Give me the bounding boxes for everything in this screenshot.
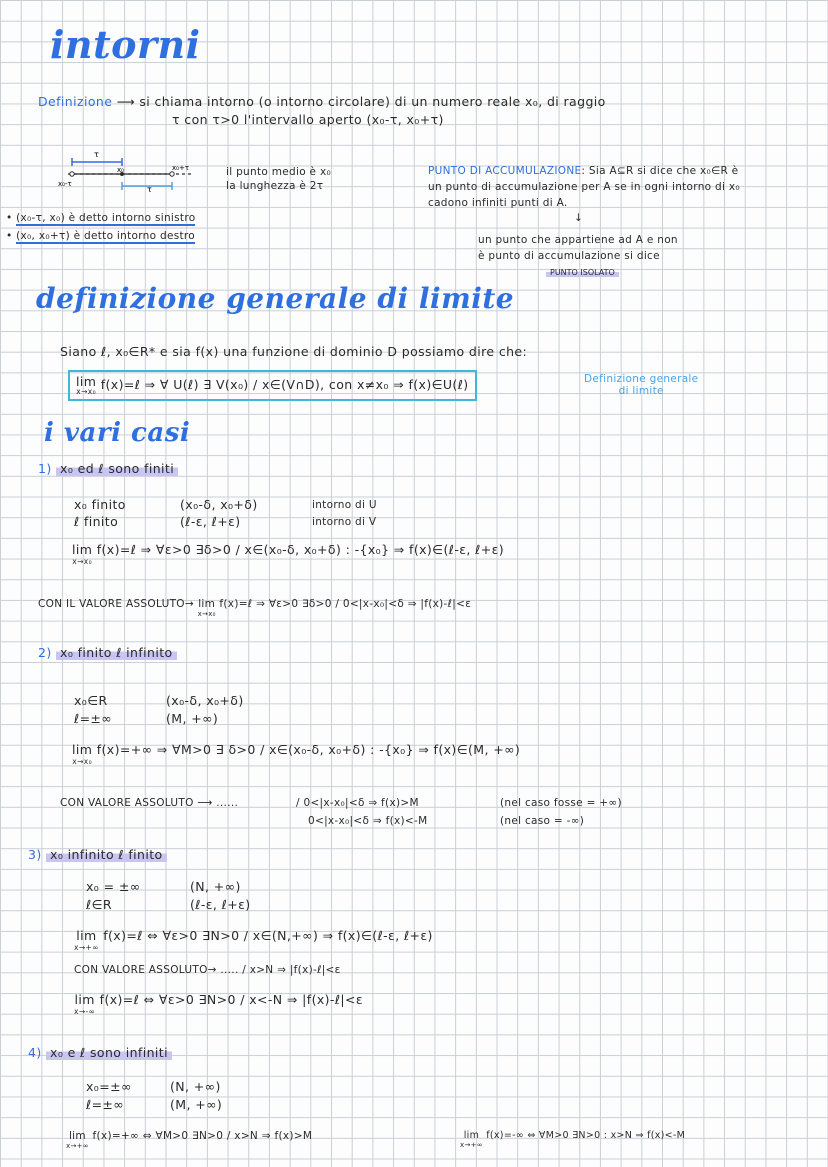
case2-r2a: ℓ=±∞	[74, 711, 113, 726]
intorno-diagram	[44, 148, 214, 192]
case1-limit: lim x→x₀ f(x)=ℓ ⇒ ∀ε>0 ∃δ>0 / x∈(x₀-δ, x₀+δ) : -{x₀} ⇒ f(x)∈(ℓ-ε, ℓ+ε)	[72, 542, 505, 566]
case2-r2b: (M, +∞)	[166, 711, 219, 726]
case1-abs: CON IL VALORE ASSOLUTO→ lim x→x₀ f(x)=ℓ ⇒ ∀ε>0 ∃δ>0 / 0<|x-x₀|<δ ⇒ |f(x)-ℓ|<ε	[38, 598, 472, 618]
case4-r2b: (M, +∞)	[170, 1097, 223, 1112]
case1-r1a: x₀ finito	[74, 497, 126, 512]
accumulazione-label: PUNTO DI ACCUMULAZIONE	[428, 165, 582, 177]
isolato-line1: un punto che appartiene ad A e non	[478, 234, 678, 246]
down-arrow-icon: ↓	[574, 212, 584, 224]
x0-plus-tau-label: x₀+τ	[172, 164, 190, 172]
case3-abs: CON VALORE ASSOLUTO→ ..... / x>N ⇒ |f(x)-ℓ|<ε	[74, 964, 341, 976]
case3-limit2: lim x→-∞ f(x)=ℓ ⇔ ∀ε>0 ∃N>0 / x<-N ⇒ |f(x)-ℓ|<ε	[74, 992, 364, 1016]
case1-r2b: (ℓ-ε, ℓ+ε)	[180, 514, 241, 529]
case4-limit2: lim x→+∞ f(x)=-∞ ⇔ ∀M>0 ∃N>0 : x>N ⇒ f(x)<-M	[460, 1130, 686, 1149]
isolato-label: PUNTO ISOLATO	[546, 268, 619, 277]
definition-box	[68, 370, 477, 401]
definition-line1: si chiama intorno (o intorno circolare) di un numero reale x₀, di raggio	[139, 94, 606, 109]
case2-heading: 2) x₀ finito ℓ infinito	[38, 645, 177, 660]
case3-heading: 3) x₀ infinito ℓ finito	[28, 847, 167, 862]
case2-abs1-note: (nel caso fosse = +∞)	[500, 797, 622, 809]
definition-note: Definizione generale di limite	[584, 373, 699, 397]
arrow-icon: ⟶	[116, 94, 135, 109]
tau-top-label: τ	[94, 150, 99, 159]
case3-r1b: (N, +∞)	[190, 879, 241, 894]
x0-minus-tau-label: x₀-τ	[58, 180, 72, 188]
definition-row	[38, 94, 606, 109]
case3-r2b: (ℓ-ε, ℓ+ε)	[190, 897, 251, 912]
case1-r2c: intorno di V	[312, 516, 377, 528]
definition-label: Definizione	[38, 94, 113, 109]
case1-r1b: (x₀-δ, x₀+δ)	[180, 497, 258, 512]
section-title: definizione generale di limite	[36, 282, 515, 315]
left-endpoint	[70, 172, 74, 176]
case4-r2a: ℓ=±∞	[86, 1097, 125, 1112]
right-endpoint	[170, 172, 174, 176]
case4-r1a: x₀=±∞	[86, 1079, 132, 1094]
case1-r1c: intorno di U	[312, 499, 377, 511]
case4-limit: lim x→+∞ f(x)=+∞ ⇔ ∀M>0 ∃N>0 / x>N ⇒ f(x)>M	[66, 1130, 313, 1150]
page-title: intorni	[50, 22, 201, 67]
isolato-line2: è punto di accumulazione si dice	[478, 250, 660, 262]
vari-casi-title: i vari casi	[44, 418, 191, 448]
length-note: la lunghezza è 2τ	[226, 180, 324, 192]
siano-text: Siano ℓ, x₀∈R* e sia f(x) una funzione di dominio D possiamo dire che:	[60, 344, 528, 359]
case2-limit: lim x→x₀ f(x)=+∞ ⇒ ∀M>0 ∃ δ>0 / x∈(x₀-δ, x₀+δ) : -{x₀} ⇒ f(x)∈(M, +∞)	[72, 742, 521, 766]
case3-r1a: x₀ = ±∞	[86, 879, 141, 894]
left-intorno-note: • (x₀-τ, x₀) è detto intorno sinistro	[6, 212, 196, 224]
accumulazione-line2: un punto di accumulazione per A se in ogni intorno di x₀	[428, 181, 740, 193]
x0-label: x₀	[117, 166, 124, 174]
accumulazione-line1: PUNTO DI ACCUMULAZIONE: Sia A⊆R si dice che x₀∈R è	[428, 165, 739, 177]
lim-block: lim x→x₀	[76, 374, 97, 396]
right-intorno-note: • (x₀, x₀+τ) è detto intorno destro	[6, 230, 196, 242]
case1-r2a: ℓ finito	[74, 514, 119, 529]
case2-abs-prefix: CON VALORE ASSOLUTO ⟶ ......	[60, 797, 239, 809]
definition-formula: f(x)=ℓ ⇒ ∀ U(ℓ) ∃ V(x₀) / x∈(V∩D), con x≠x₀ ⇒ f(x)∈U(ℓ)	[100, 377, 469, 392]
case4-r1b: (N, +∞)	[170, 1079, 221, 1094]
case1-heading: 1) x₀ ed ℓ sono finiti	[38, 461, 178, 476]
definition-line2: τ con τ>0 l'intervallo aperto (x₀-τ, x₀+τ)	[172, 112, 444, 127]
case4-heading: 4) x₀ e ℓ sono infiniti	[28, 1045, 172, 1060]
case2-abs2: 0<|x-x₀|<δ ⇒ f(x)<-M	[308, 815, 428, 827]
case2-r1a: x₀∈R	[74, 693, 108, 708]
case2-abs1: / 0<|x-x₀|<δ ⇒ f(x)>M	[296, 797, 419, 809]
accumulazione-line3: cadono infiniti punti di A.	[428, 197, 568, 209]
tau-bottom-label: τ	[147, 185, 152, 192]
midpoint-note: il punto medio è x₀	[226, 166, 331, 178]
case2-r1b: (x₀-δ, x₀+δ)	[166, 693, 244, 708]
case2-abs2-note: (nel caso = -∞)	[500, 815, 585, 827]
case3-limit: lim x→+∞ f(x)=ℓ ⇔ ∀ε>0 ∃N>0 / x∈(N,+∞) ⇒ f(x)∈(ℓ-ε, ℓ+ε)	[74, 928, 433, 952]
case3-r2a: ℓ∈R	[86, 897, 112, 912]
